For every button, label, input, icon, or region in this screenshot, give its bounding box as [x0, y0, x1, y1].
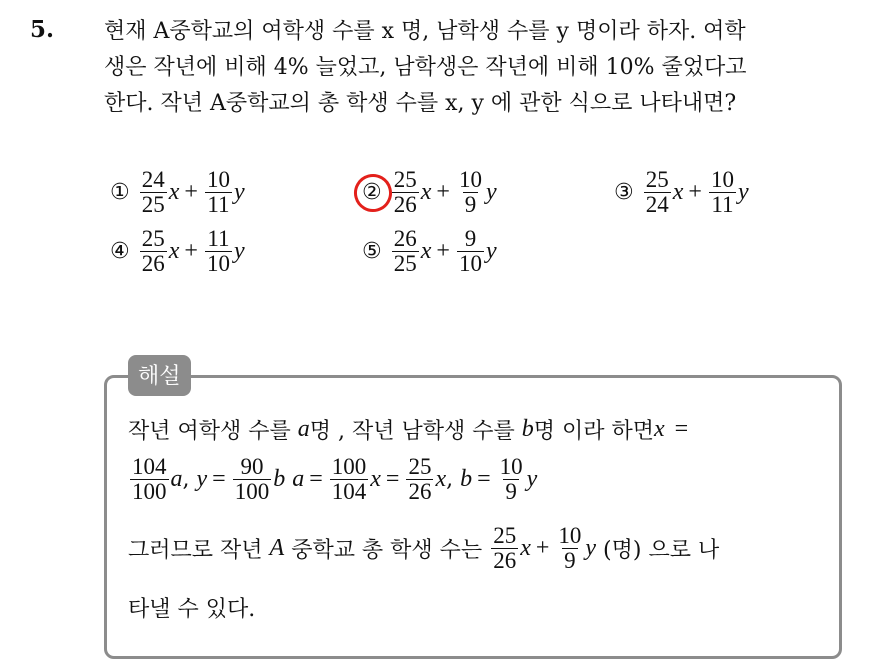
plus-sign: + — [436, 179, 450, 206]
plus-sign: + — [184, 238, 198, 265]
option-number: ② — [362, 180, 382, 206]
var-y: y — [233, 238, 245, 265]
option-5[interactable] — [362, 227, 497, 276]
option-number: ⑤ — [362, 239, 382, 265]
option-1[interactable] — [110, 168, 245, 217]
var-x: x — [168, 238, 180, 265]
fraction: $\frac{10}{11}$ — [206, 167, 230, 218]
fraction: $\frac{25}{26}$ — [393, 167, 417, 218]
var-y: y — [485, 179, 497, 206]
question-line-3: 한다. 작년 A중학교의 총 학생 수를 x, y 에 관한 식으로 나타내면? — [104, 91, 737, 116]
fraction: $\frac{10}{11}$ — [710, 167, 734, 218]
var-y: y — [485, 238, 497, 265]
option-number: ③ — [614, 180, 634, 206]
plus-sign: + — [436, 238, 450, 265]
var-x: x — [168, 179, 180, 206]
solution-line-1: 작년 여학생 수를 a 명 , 작년 남학생 수를 b 명 이라 하면 x = — [128, 416, 689, 444]
fraction: $\frac{25}{26}$ — [141, 226, 165, 277]
solution-label: 해설 — [128, 355, 191, 396]
plus-sign: + — [184, 179, 198, 206]
question-line-2: 생은 작년에 비해 4% 늘었고, 남학생은 작년에 비해 10% 줄었다고 — [104, 55, 747, 80]
option-number: ① — [110, 180, 130, 206]
var-y: y — [233, 179, 245, 206]
option-number: ④ — [110, 239, 130, 265]
solution-line-4: 타낼 수 있다. — [128, 597, 256, 622]
fraction: $\frac{26}{25}$ — [393, 226, 417, 277]
solution-line-2: $\frac{104}{100}$ a , y = $\frac{90}{100}$ b a = $\frac{100}{104}$ x = $\frac{25}{26}$ x , b = $\frac{10}{9}$ y — [132, 454, 538, 505]
question-line-1: 현재 A중학교의 여학생 수를 x 명, 남학생 수를 y 명이라 하자. 여학 — [104, 19, 746, 44]
plus-sign: + — [688, 179, 702, 206]
fraction: $\frac{9}{10}$ — [458, 226, 482, 277]
option-4[interactable] — [110, 227, 245, 276]
fraction: $\frac{11}{10}$ — [206, 226, 230, 277]
fraction: $\frac{10}{9}$ — [458, 167, 482, 218]
fraction: $\frac{24}{25}$ — [141, 167, 165, 218]
var-y: y — [737, 179, 749, 206]
option-2[interactable] — [362, 168, 497, 217]
fraction: $\frac{25}{24}$ — [645, 167, 669, 218]
var-x: x — [420, 179, 432, 206]
question-number: 5. — [30, 16, 55, 43]
var-x: x — [672, 179, 684, 206]
var-x: x — [420, 238, 432, 265]
solution-line-3: 그러므로 작년 A 중학교 총 학생 수는 $\frac{25}{26}$ x + $\frac{10}{9}$ y (명) 으로 나 — [128, 523, 720, 574]
option-3[interactable] — [614, 168, 749, 217]
